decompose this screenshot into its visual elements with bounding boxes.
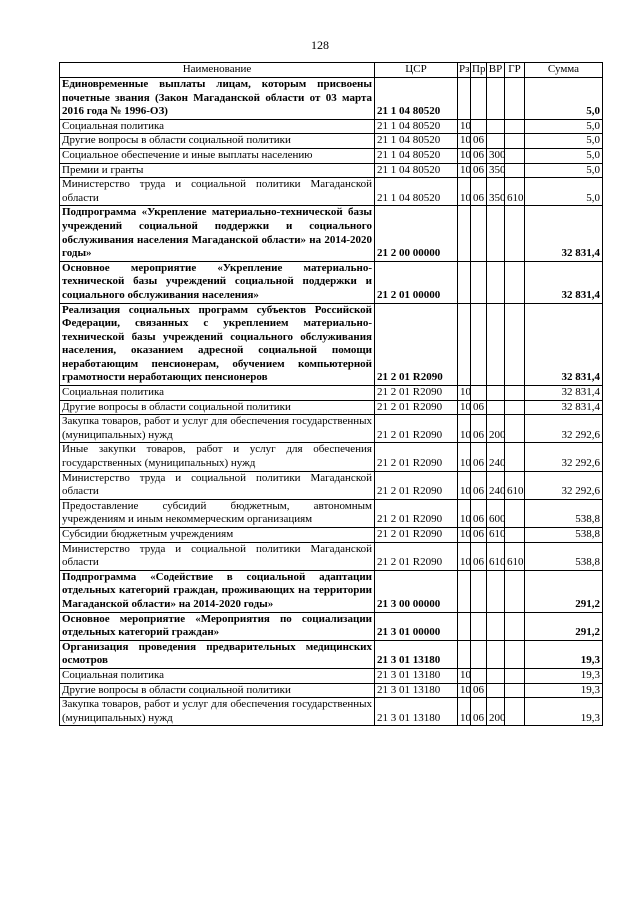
cell-name: Министерство труда и социальной политики Магаданской области bbox=[60, 471, 375, 499]
cell-vr: 610 bbox=[487, 542, 505, 570]
table-row bbox=[60, 303, 603, 386]
cell-pr: 06 bbox=[471, 178, 487, 206]
cell-csr: 21 2 01 R2090 bbox=[375, 386, 458, 401]
cell-vr bbox=[487, 78, 505, 120]
cell-gr bbox=[505, 443, 525, 471]
cell-rz: 10 bbox=[458, 119, 471, 134]
cell-gr: 610 bbox=[505, 471, 525, 499]
cell-sum: 19,3 bbox=[525, 683, 603, 698]
cell-name: Предоставление субсидий бюджетным, автономным учреждениям и иным некоммерческим организациям bbox=[60, 499, 375, 527]
cell-sum: 538,8 bbox=[525, 528, 603, 543]
cell-pr bbox=[471, 261, 487, 303]
cell-name: Единовременные выплаты лицам, которым присвоены почетные звания (Закон Магаданской области от 03 марта 2016 года № 1996-ОЗ) bbox=[60, 78, 375, 120]
cell-rz: 10 bbox=[458, 528, 471, 543]
header-sum: Сумма bbox=[525, 63, 603, 78]
cell-name: Социальное обеспечение и иные выплаты населению bbox=[60, 148, 375, 163]
cell-gr bbox=[505, 499, 525, 527]
header-vr: ВР bbox=[487, 63, 505, 78]
cell-sum: 5,0 bbox=[525, 134, 603, 149]
table-row bbox=[60, 698, 603, 726]
cell-sum: 32 292,6 bbox=[525, 443, 603, 471]
cell-pr bbox=[471, 640, 487, 668]
cell-pr: 06 bbox=[471, 471, 487, 499]
cell-gr bbox=[505, 386, 525, 401]
cell-pr: 06 bbox=[471, 499, 487, 527]
cell-csr: 21 2 01 R2090 bbox=[375, 443, 458, 471]
cell-name: Премии и гранты bbox=[60, 163, 375, 178]
header-csr: ЦСР bbox=[375, 63, 458, 78]
cell-gr bbox=[505, 698, 525, 726]
cell-rz bbox=[458, 612, 471, 640]
cell-csr: 21 2 00 00000 bbox=[375, 206, 458, 261]
cell-gr bbox=[505, 400, 525, 415]
table-row bbox=[60, 261, 603, 303]
cell-sum: 538,8 bbox=[525, 542, 603, 570]
cell-csr: 21 3 01 13180 bbox=[375, 683, 458, 698]
table-row bbox=[60, 134, 603, 149]
table-row bbox=[60, 471, 603, 499]
cell-rz: 10 bbox=[458, 386, 471, 401]
cell-sum: 5,0 bbox=[525, 78, 603, 120]
cell-sum: 32 292,6 bbox=[525, 471, 603, 499]
cell-csr: 21 3 01 13180 bbox=[375, 698, 458, 726]
cell-sum: 5,0 bbox=[525, 119, 603, 134]
table-row bbox=[60, 78, 603, 120]
cell-rz: 10 bbox=[458, 415, 471, 443]
cell-pr bbox=[471, 78, 487, 120]
cell-gr bbox=[505, 148, 525, 163]
cell-sum: 19,3 bbox=[525, 698, 603, 726]
cell-name: Министерство труда и социальной политики Магаданской области bbox=[60, 178, 375, 206]
cell-rz bbox=[458, 78, 471, 120]
cell-rz bbox=[458, 206, 471, 261]
table-row bbox=[60, 640, 603, 668]
cell-name: Другие вопросы в области социальной политики bbox=[60, 134, 375, 149]
table-row bbox=[60, 499, 603, 527]
cell-rz bbox=[458, 261, 471, 303]
cell-csr: 21 1 04 80520 bbox=[375, 163, 458, 178]
cell-name: Субсидии бюджетным учреждениям bbox=[60, 528, 375, 543]
cell-pr bbox=[471, 119, 487, 134]
cell-sum: 19,3 bbox=[525, 640, 603, 668]
cell-gr bbox=[505, 528, 525, 543]
cell-vr: 350 bbox=[487, 163, 505, 178]
cell-rz: 10 bbox=[458, 443, 471, 471]
table-row bbox=[60, 528, 603, 543]
cell-rz: 10 bbox=[458, 471, 471, 499]
table-body bbox=[60, 78, 603, 726]
cell-name: Социальная политика bbox=[60, 386, 375, 401]
cell-pr: 06 bbox=[471, 542, 487, 570]
cell-pr: 06 bbox=[471, 148, 487, 163]
cell-rz: 10 bbox=[458, 698, 471, 726]
cell-gr bbox=[505, 119, 525, 134]
cell-vr: 240 bbox=[487, 443, 505, 471]
cell-name: Другие вопросы в области социальной политики bbox=[60, 683, 375, 698]
cell-pr: 06 bbox=[471, 400, 487, 415]
cell-name: Закупка товаров, работ и услуг для обеспечения государственных (муниципальных) нужд bbox=[60, 415, 375, 443]
cell-gr bbox=[505, 134, 525, 149]
cell-sum: 19,3 bbox=[525, 668, 603, 683]
cell-pr bbox=[471, 668, 487, 683]
cell-gr bbox=[505, 206, 525, 261]
cell-pr: 06 bbox=[471, 698, 487, 726]
cell-name: Реализация социальных программ субъектов Российской Федерации, связанных с укреплением материально-технической базы учреждений социального обслуживания населения, оказанием адресной социальной помощи неработающим пенсионерам, обучением компьютерной грамотности неработающих пенсионеров bbox=[60, 303, 375, 386]
table-row bbox=[60, 119, 603, 134]
cell-name: Организация проведения предварительных медицинских осмотров bbox=[60, 640, 375, 668]
cell-vr: 200 bbox=[487, 415, 505, 443]
cell-csr: 21 1 04 80520 bbox=[375, 119, 458, 134]
cell-sum: 32 831,4 bbox=[525, 261, 603, 303]
cell-gr bbox=[505, 78, 525, 120]
cell-name: Другие вопросы в области социальной политики bbox=[60, 400, 375, 415]
header-gr: ГР bbox=[505, 63, 525, 78]
cell-name: Закупка товаров, работ и услуг для обеспечения государственных (муниципальных) нужд bbox=[60, 698, 375, 726]
cell-pr bbox=[471, 612, 487, 640]
cell-csr: 21 2 01 R2090 bbox=[375, 528, 458, 543]
cell-csr: 21 2 01 R2090 bbox=[375, 499, 458, 527]
table-row bbox=[60, 570, 603, 612]
cell-vr bbox=[487, 668, 505, 683]
cell-vr bbox=[487, 206, 505, 261]
cell-rz: 10 bbox=[458, 400, 471, 415]
cell-name: Подпрограмма «Содействие в социальной адаптации отдельных категорий граждан, проживающих на территории Магаданской области» на 2014-2020 годы» bbox=[60, 570, 375, 612]
header-name: Наименование bbox=[60, 63, 375, 78]
cell-csr: 21 1 04 80520 bbox=[375, 78, 458, 120]
cell-rz bbox=[458, 303, 471, 386]
page-number: 128 bbox=[311, 38, 329, 52]
cell-rz: 10 bbox=[458, 134, 471, 149]
cell-vr bbox=[487, 303, 505, 386]
cell-vr bbox=[487, 640, 505, 668]
cell-sum: 5,0 bbox=[525, 148, 603, 163]
table-row bbox=[60, 443, 603, 471]
header-rz: Рз bbox=[458, 63, 471, 78]
cell-sum: 538,8 bbox=[525, 499, 603, 527]
cell-csr: 21 3 01 13180 bbox=[375, 668, 458, 683]
cell-csr: 21 2 01 R2090 bbox=[375, 415, 458, 443]
cell-pr: 06 bbox=[471, 415, 487, 443]
table-row bbox=[60, 206, 603, 261]
cell-vr bbox=[487, 386, 505, 401]
cell-csr: 21 1 04 80520 bbox=[375, 134, 458, 149]
table-row bbox=[60, 415, 603, 443]
table-row bbox=[60, 178, 603, 206]
cell-rz: 10 bbox=[458, 683, 471, 698]
cell-rz: 10 bbox=[458, 148, 471, 163]
table-row bbox=[60, 386, 603, 401]
cell-sum: 5,0 bbox=[525, 178, 603, 206]
cell-gr bbox=[505, 163, 525, 178]
cell-vr bbox=[487, 134, 505, 149]
cell-csr: 21 2 01 R2090 bbox=[375, 471, 458, 499]
cell-rz: 10 bbox=[458, 542, 471, 570]
cell-name: Основное мероприятие «Мероприятия по социализации отдельных категорий граждан» bbox=[60, 612, 375, 640]
cell-sum: 32 292,6 bbox=[525, 415, 603, 443]
cell-csr: 21 2 01 R2090 bbox=[375, 303, 458, 386]
table-row bbox=[60, 668, 603, 683]
budget-table bbox=[59, 62, 603, 726]
table-row bbox=[60, 612, 603, 640]
cell-name: Основное мероприятие «Укрепление материально-технической базы учреждений социальной поддержки и социального обслуживания населения» bbox=[60, 261, 375, 303]
cell-gr bbox=[505, 570, 525, 612]
cell-sum: 291,2 bbox=[525, 612, 603, 640]
cell-vr: 350 bbox=[487, 178, 505, 206]
cell-pr bbox=[471, 206, 487, 261]
cell-rz bbox=[458, 570, 471, 612]
cell-sum: 32 831,4 bbox=[525, 206, 603, 261]
cell-pr: 06 bbox=[471, 528, 487, 543]
cell-pr: 06 bbox=[471, 683, 487, 698]
table-header-row bbox=[60, 63, 603, 78]
cell-rz: 10 bbox=[458, 668, 471, 683]
cell-pr bbox=[471, 570, 487, 612]
cell-sum: 291,2 bbox=[525, 570, 603, 612]
cell-vr: 610 bbox=[487, 528, 505, 543]
cell-rz: 10 bbox=[458, 499, 471, 527]
cell-rz: 10 bbox=[458, 178, 471, 206]
cell-pr bbox=[471, 386, 487, 401]
cell-vr: 240 bbox=[487, 471, 505, 499]
cell-sum: 32 831,4 bbox=[525, 400, 603, 415]
cell-vr: 300 bbox=[487, 148, 505, 163]
table-row bbox=[60, 163, 603, 178]
cell-gr bbox=[505, 640, 525, 668]
table-row bbox=[60, 683, 603, 698]
cell-name: Подпрограмма «Укрепление материально-технической базы учреждений социальной поддержки и социального обслуживания населения Магаданской области» на 2014-2020 годы» bbox=[60, 206, 375, 261]
cell-rz: 10 bbox=[458, 163, 471, 178]
table-row bbox=[60, 542, 603, 570]
cell-gr bbox=[505, 683, 525, 698]
cell-csr: 21 2 01 00000 bbox=[375, 261, 458, 303]
cell-sum: 32 831,4 bbox=[525, 386, 603, 401]
cell-sum: 32 831,4 bbox=[525, 303, 603, 386]
cell-gr bbox=[505, 303, 525, 386]
cell-gr: 610 bbox=[505, 542, 525, 570]
cell-gr bbox=[505, 415, 525, 443]
cell-vr bbox=[487, 119, 505, 134]
cell-name: Социальная политика bbox=[60, 119, 375, 134]
cell-name: Социальная политика bbox=[60, 668, 375, 683]
cell-rz bbox=[458, 640, 471, 668]
cell-gr bbox=[505, 612, 525, 640]
cell-sum: 5,0 bbox=[525, 163, 603, 178]
cell-vr bbox=[487, 683, 505, 698]
cell-vr: 200 bbox=[487, 698, 505, 726]
cell-gr bbox=[505, 261, 525, 303]
cell-gr bbox=[505, 668, 525, 683]
cell-csr: 21 2 01 R2090 bbox=[375, 542, 458, 570]
table-row bbox=[60, 148, 603, 163]
cell-vr bbox=[487, 400, 505, 415]
cell-csr: 21 3 00 00000 bbox=[375, 570, 458, 612]
cell-pr bbox=[471, 303, 487, 386]
cell-pr: 06 bbox=[471, 134, 487, 149]
cell-name: Министерство труда и социальной политики Магаданской области bbox=[60, 542, 375, 570]
cell-csr: 21 1 04 80520 bbox=[375, 178, 458, 206]
cell-vr bbox=[487, 570, 505, 612]
cell-csr: 21 3 01 13180 bbox=[375, 640, 458, 668]
cell-csr: 21 2 01 R2090 bbox=[375, 400, 458, 415]
cell-csr: 21 3 01 00000 bbox=[375, 612, 458, 640]
cell-name: Иные закупки товаров, работ и услуг для обеспечения государственных (муниципальных) нужд bbox=[60, 443, 375, 471]
cell-pr: 06 bbox=[471, 443, 487, 471]
cell-pr: 06 bbox=[471, 163, 487, 178]
header-pr: Пр bbox=[471, 63, 487, 78]
cell-vr: 600 bbox=[487, 499, 505, 527]
cell-vr bbox=[487, 612, 505, 640]
cell-csr: 21 1 04 80520 bbox=[375, 148, 458, 163]
cell-vr bbox=[487, 261, 505, 303]
cell-gr: 610 bbox=[505, 178, 525, 206]
table-row bbox=[60, 400, 603, 415]
